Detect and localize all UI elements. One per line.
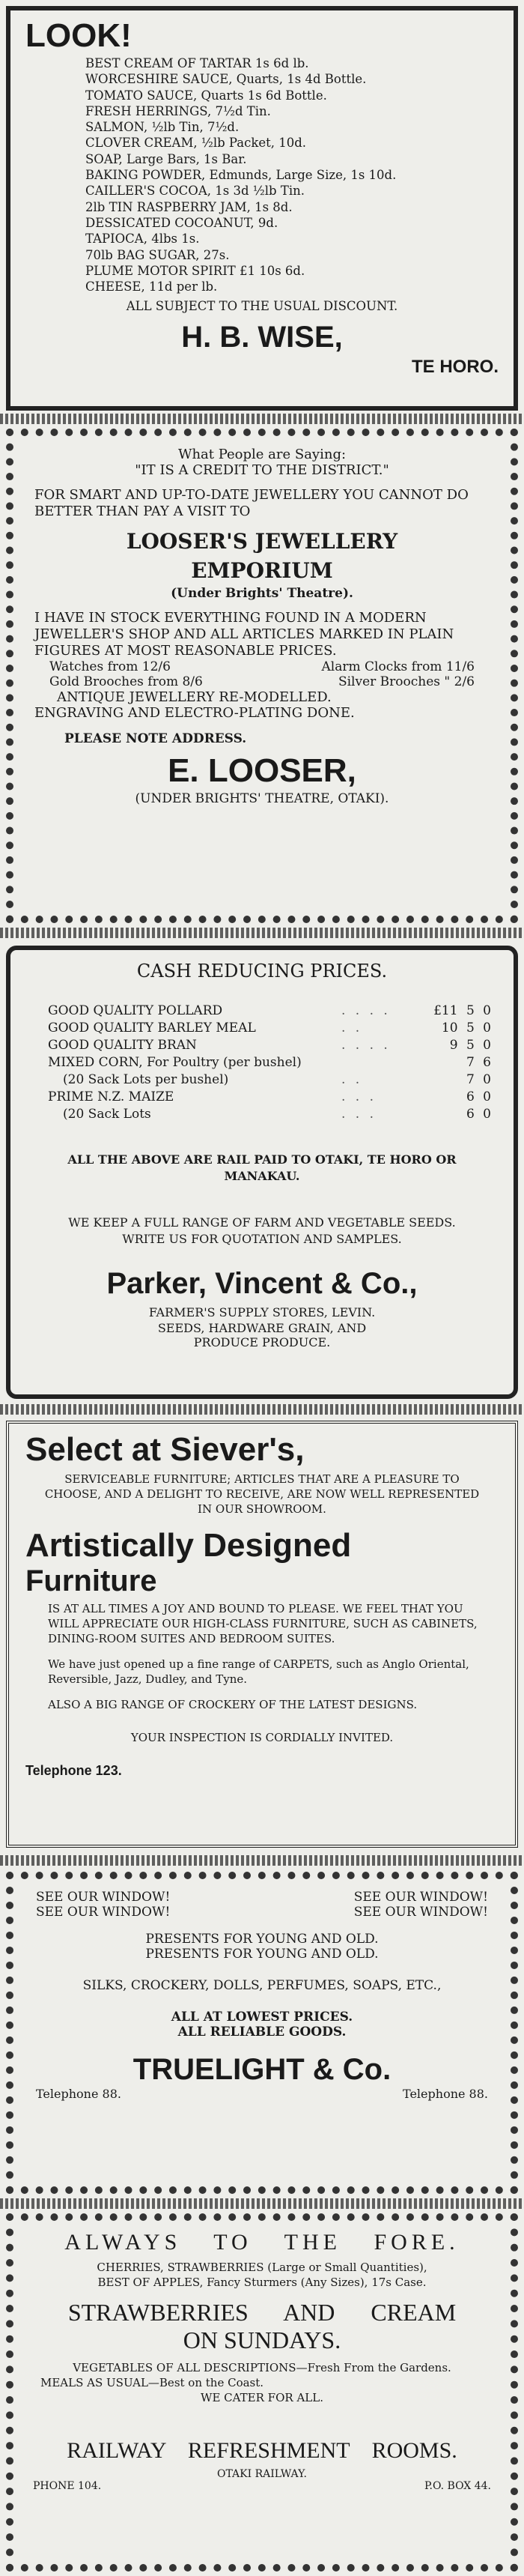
- siever-phone: Telephone 123.: [25, 1763, 122, 1778]
- truelight-reliable: ALL RELIABLE GOODS.: [177, 2025, 347, 2040]
- siever-carpets: We have just opened up a fine range of CARPETS, such as Anglo Oriental, Reversible, Jazz, Dudley, and Tyne.: [48, 1657, 469, 1686]
- list-item: BAKING POWDER, Edmunds, Large Size, 1s 10d.: [85, 168, 397, 183]
- parker-sub1: FARMER'S SUPPLY STORES, LEVIN.: [148, 1305, 376, 1319]
- parker-advert: [6, 946, 518, 1399]
- table-row: GOOD QUALITY POLLARD . . . . £11 5 0: [48, 1003, 491, 1018]
- siever-invite: YOUR INSPECTION IS CORDIALLY INVITED.: [130, 1731, 394, 1744]
- looser-alarm: Alarm Clocks from 11/6: [321, 659, 475, 674]
- looser-antique: ANTIQUE JEWELLERY RE-MODELLED.: [57, 689, 332, 705]
- list-item: TOMATO SAUCE, Quarts 1s 6d Bottle.: [85, 88, 327, 103]
- looser-silver: Silver Brooches " 2/6: [338, 674, 475, 689]
- siever-heading-1: Artistically Designed: [25, 1527, 352, 1564]
- looser-intro: FOR SMART AND UP-TO-DATE JEWELLERY YOU CANNOT DO BETTER THAN PAY A VISIT TO: [34, 487, 469, 519]
- truelight-window-left-1: SEE OUR WINDOW!: [36, 1890, 171, 1905]
- table-row: PRIME N.Z. MAIZE . . . 6 0: [48, 1089, 491, 1104]
- looser-brooches: Gold Brooches from 8/6: [49, 674, 203, 689]
- list-item: SOAP, Large Bars, 1s Bar.: [85, 151, 247, 166]
- list-item: TAPIOCA, 4lbs 1s.: [85, 232, 200, 247]
- siever-intro: SERVICEABLE FURNITURE; ARTICLES THAT ARE A PLEASURE TO CHOOSE, AND A DELIGHT TO RECEIVE, ARE NOW WELL REPRESENTED IN OUR SHOWROOM.: [44, 1472, 480, 1516]
- truelight-window-left-2: SEE OUR WINDOW!: [36, 1905, 171, 1920]
- divider: [0, 1855, 524, 1866]
- siever-body: IS AT ALL TIMES A JOY AND BOUND TO PLEASE. WE FEEL THAT YOU WILL APPRECIATE OUR HIGH-CLASS FURNITURE, SUCH AS CABINETS, DINING-ROOM SUITES AND BEDROOM SUITES.: [48, 1602, 478, 1645]
- parker-price-table: [48, 1003, 491, 1123]
- truelight-window-right-1: SEE OUR WINDOW!: [353, 1890, 488, 1905]
- railway-pobox: P.O. BOX 44.: [424, 2480, 491, 2492]
- list-item: PLUME MOTOR SPIRIT £1 10s 6d.: [85, 263, 305, 278]
- list-item: CLOVER CREAM, ½lb Packet, 10d.: [85, 136, 307, 151]
- parker-range: WE KEEP A FULL RANGE OF FARM AND VEGETABLE SEEDS. WRITE US FOR QUOTATION AND SAMPLES.: [68, 1215, 456, 1246]
- railway-place: OTAKI RAILWAY.: [217, 2468, 307, 2480]
- railway-name: RAILWAY REFRESHMENT ROOMS.: [67, 2438, 457, 2463]
- railway-cherries: CHERRIES, STRAWBERRIES (Large or Small Quantities),: [97, 2261, 427, 2274]
- list-item: FRESH HERRINGS, 7½d Tin.: [85, 103, 271, 118]
- parker-sub2: SEEDS, HARDWARE GRAIN, AND PRODUCE PRODUCE.: [157, 1321, 367, 1349]
- wise-item-list: [85, 55, 499, 294]
- looser-name: E. LOOSER,: [168, 752, 356, 789]
- table-row: (20 Sack Lots . . . 6 0: [63, 1107, 491, 1122]
- divider: [0, 414, 524, 424]
- parker-rail: ALL THE ABOVE ARE RAIL PAID TO OTAKI, TE HORO OR MANAKAU.: [67, 1152, 457, 1183]
- truelight-phone-right: Telephone 88.: [403, 2087, 488, 2101]
- truelight-name: TRUELIGHT & Co.: [132, 2053, 392, 2086]
- looser-store-name: LOOSER'S JEWELLERY: [126, 529, 398, 554]
- looser-saying-head: What People are Saying:: [177, 447, 347, 462]
- list-item: SALMON, ½lb Tin, 7½d.: [85, 120, 240, 135]
- looser-engraving: ENGRAVING AND ELECTRO-PLATING DONE.: [34, 705, 355, 721]
- truelight-presents-2: PRESENTS FOR YOUNG AND OLD.: [145, 1947, 379, 1962]
- truelight-advert: [6, 1872, 518, 2194]
- siever-heading-2: Furniture: [25, 1564, 157, 1597]
- railway-phone: PHONE 104.: [33, 2480, 102, 2492]
- railway-veg: VEGETABLES OF ALL DESCRIPTIONS—Fresh From the Gardens.: [73, 2361, 451, 2374]
- truelight-window-right-2: SEE OUR WINDOW!: [353, 1905, 488, 1920]
- table-row: GOOD QUALITY BRAN . . . . 9 5 0: [48, 1038, 491, 1053]
- divider: [0, 1404, 524, 1415]
- list-item: CAILLER'S COCOA, 1s 3d ½lb Tin.: [85, 184, 305, 199]
- wise-place: TE HORO.: [411, 357, 499, 378]
- parker-title: CASH REDUCING PRICES.: [136, 961, 388, 982]
- parker-name: Parker, Vincent & Co.,: [106, 1267, 418, 1300]
- railway-advert: [6, 2213, 518, 2572]
- looser-note: PLEASE NOTE ADDRESS.: [64, 731, 247, 746]
- list-item: DESSICATED COCOANUT, 9d.: [85, 215, 278, 230]
- list-item: 2lb TIN RASPBERRY JAM, 1s 8d.: [85, 199, 293, 214]
- siever-advert: [6, 1421, 518, 1848]
- truelight-phone-left: Telephone 88.: [36, 2087, 121, 2101]
- looser-advert: [6, 429, 518, 923]
- table-row: GOOD QUALITY BARLEY MEAL . . 10 5 0: [48, 1021, 491, 1035]
- looser-watches: Watches from 12/6: [49, 659, 171, 674]
- looser-saying-quote: "IT IS A CREDIT TO THE DISTRICT.": [135, 462, 389, 478]
- railway-meals: MEALS AS USUAL—Best on the Coast.: [40, 2376, 264, 2389]
- table-row: (20 Sack Lots per bushel) . . 7 0: [63, 1072, 491, 1087]
- wise-advert: [6, 6, 518, 411]
- list-item: WORCESHIRE SAUCE, Quarts, 1s 4d Bottle.: [85, 72, 367, 87]
- wise-headline: LOOK!: [25, 17, 132, 54]
- railway-apples: BEST OF APPLES, Fancy Sturmers (Any Sizes), 17s Case.: [97, 2276, 427, 2289]
- wise-name: H. B. WISE,: [181, 321, 343, 354]
- truelight-silks: SILKS, CROCKERY, DOLLS, PERFUMES, SOAPS, ETC.,: [82, 1978, 442, 1993]
- table-row: MIXED CORN, For Poultry (per bushel) 7 6: [48, 1055, 491, 1070]
- looser-stock: I HAVE IN STOCK EVERYTHING FOUND IN A MODERN JEWELLER'S SHOP AND ALL ARTICLES MARKED IN PLAIN FIGURES AT MOST REASONABLE PRICES.: [34, 610, 454, 659]
- truelight-presents-1: PRESENTS FOR YOUNG AND OLD.: [145, 1932, 379, 1947]
- list-item: 70lb BAG SUGAR, 27s.: [85, 247, 230, 262]
- truelight-lowest: ALL AT LOWEST PRICES.: [171, 2010, 353, 2025]
- railway-cater: WE CATER FOR ALL.: [201, 2391, 323, 2404]
- list-item: CHEESE, 11d per lb.: [85, 279, 218, 294]
- railway-sundays: ON SUNDAYS.: [183, 2326, 341, 2353]
- divider: [0, 928, 524, 938]
- siever-crockery: ALSO A BIG RANGE OF CROCKERY OF THE LATEST DESIGNS.: [48, 1698, 418, 1711]
- wise-discount: ALL SUBJECT TO THE USUAL DISCOUNT.: [126, 299, 398, 314]
- divider: [0, 2198, 524, 2209]
- railway-strawberries: STRAWBERRIES AND CREAM: [67, 2299, 457, 2326]
- looser-under: (Under Brights' Theatre).: [171, 586, 353, 601]
- siever-title: Select at Siever's,: [25, 1431, 305, 1468]
- looser-address: (UNDER BRIGHTS' THEATRE, OTAKI).: [135, 791, 389, 806]
- railway-headline: ALWAYS TO THE FORE.: [64, 2230, 460, 2255]
- list-item: BEST CREAM OF TARTAR 1s 6d lb.: [85, 56, 309, 70]
- looser-store-sub: EMPORIUM: [191, 558, 333, 583]
